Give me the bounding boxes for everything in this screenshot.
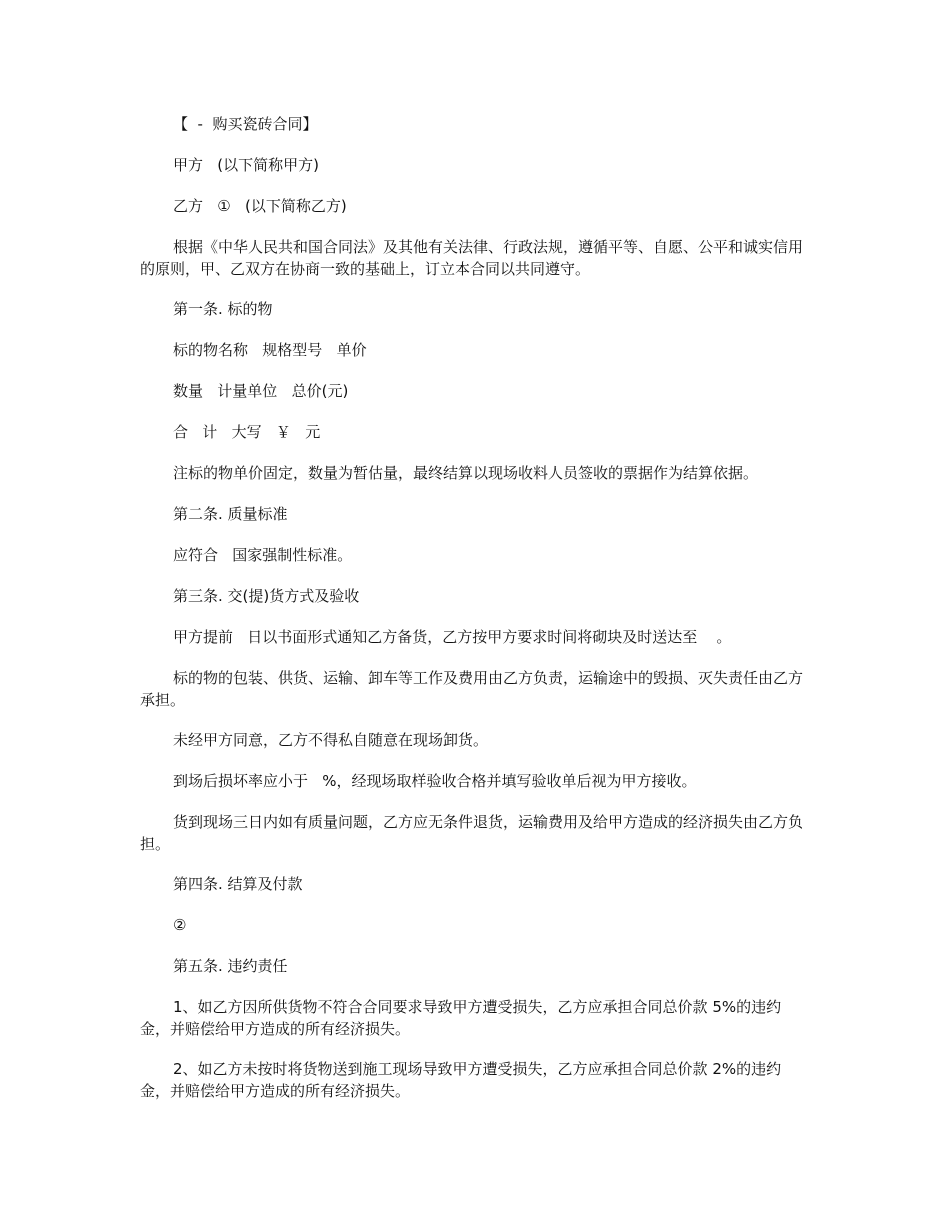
damage-rate-text: 到场后损坏率应小于 %，经现场取样验收合格并填写验收单后视为甲方接收。 [173,772,697,790]
quantity-columns: 数量 计量单位 总价(元) [173,382,349,400]
contract-title: 【 - 购买瓷砖合同】 [173,115,318,133]
unloading-text: 未经甲方同意，乙方不得私自随意在现场卸货。 [173,731,489,749]
article-2-heading: 第二条. 质量标准 [173,505,288,523]
total-line: 合 计 大写 ￥ 元 [173,423,321,441]
breach-clause-2: 2、如乙方未按时将货物送到施工现场导致甲方遭受损失，乙方应承担合同总价款 2%的违约金，并赔偿给甲方造成的所有经济损失。 [140,1060,782,1100]
packaging-transport-text: 标的物的包装、供货、运输、卸车等工作及费用由乙方负责，运输途中的毁损、灭失责任由乙方承担。 [140,669,804,709]
contract-document [140,113,810,1102]
article-1-heading: 第一条. 标的物 [173,300,273,318]
preamble-paragraph: 根据《中华人民共和国合同法》及其他有关法律、行政法规，遵循平等、自愿、公平和诚实信用的原则，甲、乙双方在协商一致的基础上，订立本合同以共同遵守。 [140,238,804,278]
subject-matter-columns: 标的物名称 规格型号 单价 [173,341,367,359]
delivery-notice-text: 甲方提前 日以书面形式通知乙方备货，乙方按甲方要求时间将砌块及时送达至 。 [173,628,732,646]
breach-clause-1: 1、如乙方因所供货物不符合合同要求导致甲方遭受损失，乙方应承担合同总价款 5%的违约金，并赔偿给甲方造成的所有经济损失。 [140,998,782,1038]
quality-standard-text: 应符合 国家强制性标准。 [173,546,353,564]
article-4-heading: 第四条. 结算及付款 [173,875,303,893]
article-3-heading: 第三条. 交(提)货方式及验收 [173,587,360,605]
party-a-line: 甲方 (以下简称甲方) [173,156,320,174]
article-5-heading: 第五条. 违约责任 [173,957,288,975]
price-note: 注标的物单价固定，数量为暂估量，最终结算以现场收料人员签收的票据作为结算依据。 [173,464,759,482]
quality-return-text: 货到现场三日内如有质量问题，乙方应无条件退货，运输费用及给甲方造成的经济损失由乙方负担。 [140,813,804,853]
payment-placeholder: ② [173,916,187,934]
party-b-line: 乙方 ① (以下简称乙方) [173,197,347,215]
